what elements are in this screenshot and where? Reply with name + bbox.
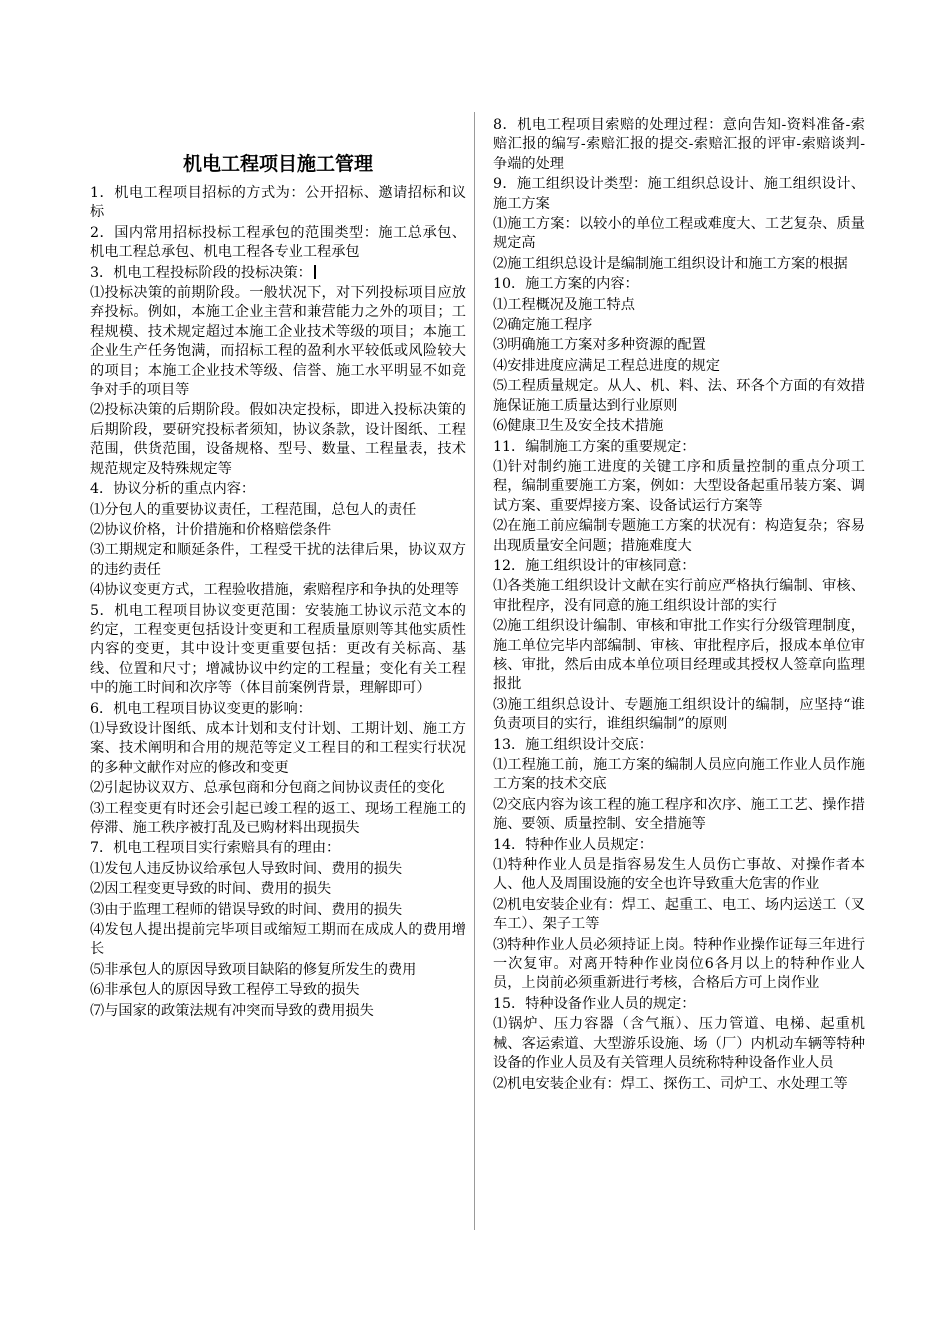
text-cursor (314, 265, 316, 279)
section-heading: 8．机电工程项目索赔的处理过程：意向告知-资料准备-索赔汇报的编写-索赔汇报的提交-索赔汇报的评审-索赔谈判-争端的处理 (493, 117, 865, 172)
list-item: ⑶施工组织总设计、专题施工组织设计的编制，应坚持“谁负责项目的实行，谁组织编制”的原则 (493, 696, 865, 733)
list-item: ⑴分包人的重要协议责任，工程范围，总包人的责任 (90, 501, 417, 518)
list-item: ⑴导致设计图纸、成本计划和支付计划、工期计划、施工方案、技术阐明和合用的规范等定义工程目的和工程实行状况的多种文献作对应的修改和变更 (90, 720, 466, 776)
list-item: ⑶工程变更有时还会引起已竣工程的返工、现场工程施工的停滞、施工秩序被打乱及已购材料出现损失 (90, 800, 466, 836)
list-item: ⑴各类施工组织设计文献在实行前应严格执行编制、审核、审批程序，没有同意的施工组织设计部的实行 (493, 578, 865, 614)
section-heading: 7．机电工程项目实行索赔具有的理由： (90, 840, 341, 857)
section-heading: 9．施工组织设计类型：施工组织总设计、施工组织设计、施工方案 (493, 176, 865, 212)
section-heading: 13．施工组织设计交底： (493, 736, 653, 753)
right-column (493, 116, 865, 1095)
list-item: ⑵机电安装企业有：焊工、探伤工、司炉工、水处理工等 (493, 1075, 848, 1092)
list-item: ⑴发包人违反协议给承包人导致时间、费用的损失 (90, 860, 403, 877)
list-item: ⑵在施工前应编制专题施工方案的状况有：构造复杂；容易出现质量安全问题；措施难度大 (493, 518, 865, 554)
list-item: ⑸非承包人的原因导致项目缺陷的修复所发生的费用 (90, 961, 417, 978)
list-item: ⑵机电安装企业有：焊工、起重工、电工、场内运送工（叉车工）、架子工等 (493, 896, 865, 933)
list-item: ⑵协议价格，计价措施和价格赔偿条件 (90, 521, 332, 538)
list-item: ⑴施工方案：以较小的单位工程或难度大、工艺复杂、质量规定高 (493, 216, 865, 252)
list-item: ⑷安排进度应满足工程总进度的规定 (493, 357, 721, 374)
right-items (493, 116, 865, 1094)
list-item: ⑷协议变更方式，工程验收措施，索赔程序和争执的处理等 (90, 582, 459, 599)
left-items (90, 184, 466, 1021)
list-item: ⑷发包人提出提前完毕项目或缩短工期而在成成人的费用增长 (90, 922, 466, 958)
list-item: ⑶特种作业人员必须持证上岗。特种作业操作证每三年进行一次复审。对离开特种作业岗位6各月以上的特种作业人员，上岗前必须重新进行考核，合格后方可上岗作业 (493, 936, 865, 992)
list-item: ⑹非承包人的原因导致工程停工导致的损失 (90, 982, 360, 999)
section-heading: 12．施工组织设计的审核同意： (493, 557, 696, 574)
section-heading: 14．特种作业人员规定： (493, 836, 653, 853)
list-item: ⑴特种作业人员是指容易发生人员伤亡事故、对操作者本人、他人及周围设施的安全也许导致重大危害的作业 (493, 857, 865, 893)
section-heading: 11．编制施工方案的重要规定： (493, 438, 696, 455)
list-item: ⑴针对制约施工进度的关键工序和质量控制的重点分项工程，编制重要施工方案，例如：大型设备起重吊装方案、调试方案、重要焊接方案、设备试运行方案等 (493, 458, 865, 514)
list-item: ⑶明确施工方案对多种资源的配置 (493, 337, 706, 354)
list-item: ⑶工期规定和顺延条件，工程受干扰的法律后果，协议双方的违约责任 (90, 542, 466, 578)
list-item: ⑸工程质量规定。从人、机、料、法、环各个方面的有效措施保证施工质量达到行业原则 (493, 378, 865, 414)
list-item: ⑹健康卫生及安全技术措施 (493, 418, 664, 435)
list-item: ⑵引起协议双方、总承包商和分包商之间协议责任的变化 (90, 780, 445, 797)
left-column (90, 116, 466, 1022)
section-heading: 4．协议分析的重点内容： (90, 481, 256, 498)
section-heading: 1．机电工程项目招标的方式为：公开招标、邀请招标和议标 (90, 185, 466, 221)
section-heading: 6．机电工程项目协议变更的影响： (90, 700, 312, 717)
list-item: ⑴投标决策的前期阶段。一般状况下，对下列投标项目应放弃投标。例如，本施工企业主营和兼营能力之外的项目；工程规模、技术规定超过本施工企业技术等级的项目；本施工企业生产任务饱满，而招标工程的盈利水平较低或风险较大的项目；本施工企业技术等级、信誉、施工水平明显不如竞争对手的项目等 (90, 285, 466, 399)
list-item: ⑵因工程变更导致的时间、费用的损失 (90, 881, 332, 898)
section-heading: 10．施工方案的内容： (493, 276, 639, 293)
section-heading: 15．特种设备作业人员的规定： (493, 995, 696, 1012)
section-heading: 5．机电工程项目协议变更范围：安装施工协议示范文本的约定，工程变更包括设计变更和工程质量原则等其他实质性内容的变更，其中设计变更重要包括：更改有关标高、基线、位置和尺寸；增减协议中约定的工程量；变化有关工程中的施工时间和次序等（体目前案例背景，理解即可） (90, 602, 466, 697)
list-item: ⑵施工组织总设计是编制施工组织设计和施工方案的根据 (493, 255, 848, 272)
list-item: ⑶由于监理工程师的错误导致的时间、费用的损失 (90, 901, 403, 918)
list-item: ⑴锅炉、压力容器（含气瓶）、压力管道、电梯、起重机械、客运索道、大型游乐设施、场（厂）内机动车辆等特种设备的作业人员及有关管理人员统称特种设备作业人员 (493, 1016, 865, 1072)
list-item: ⑵施工组织设计编制、审核和审批工作实行分级管理制度，施工单位完毕内部编制、审核、审批程序后，报成本单位审核、审批，然后由成本单位项目经理或其授权人签章向监理报批 (493, 618, 865, 693)
document-title: 机电工程项目施工管理 (182, 153, 373, 175)
list-item: ⑴工程概况及施工特点 (493, 296, 635, 313)
list-item: ⑵确定施工程序 (493, 317, 593, 334)
list-item: ⑴工程施工前，施工方案的编制人员应向施工作业人员作施工方案的技术交底 (493, 757, 865, 793)
list-item: ⑵交底内容为该工程的施工程序和次序、施工工艺、操作措施、要领、质量控制、安全措施等 (493, 796, 865, 833)
column-divider (474, 112, 475, 1230)
section-heading: 3．机电工程投标阶段的投标决策： (90, 264, 466, 283)
section-heading: 2．国内常用招标投标工程承包的范围类型：施工总承包、机电工程总承包、机电工程各专业工程承包 (90, 224, 466, 261)
list-item: ⑺与国家的政策法规有冲突而导致的费用损失 (90, 1002, 374, 1019)
list-item: ⑵投标决策的后期阶段。假如决定投标，即进入投标决策的后期阶段，要研究投标者须知，协议条款，设计图纸、工程范围，供货范围，设备规格、型号、数量、工程量表，技术规范规定及特殊规定等 (90, 402, 466, 477)
